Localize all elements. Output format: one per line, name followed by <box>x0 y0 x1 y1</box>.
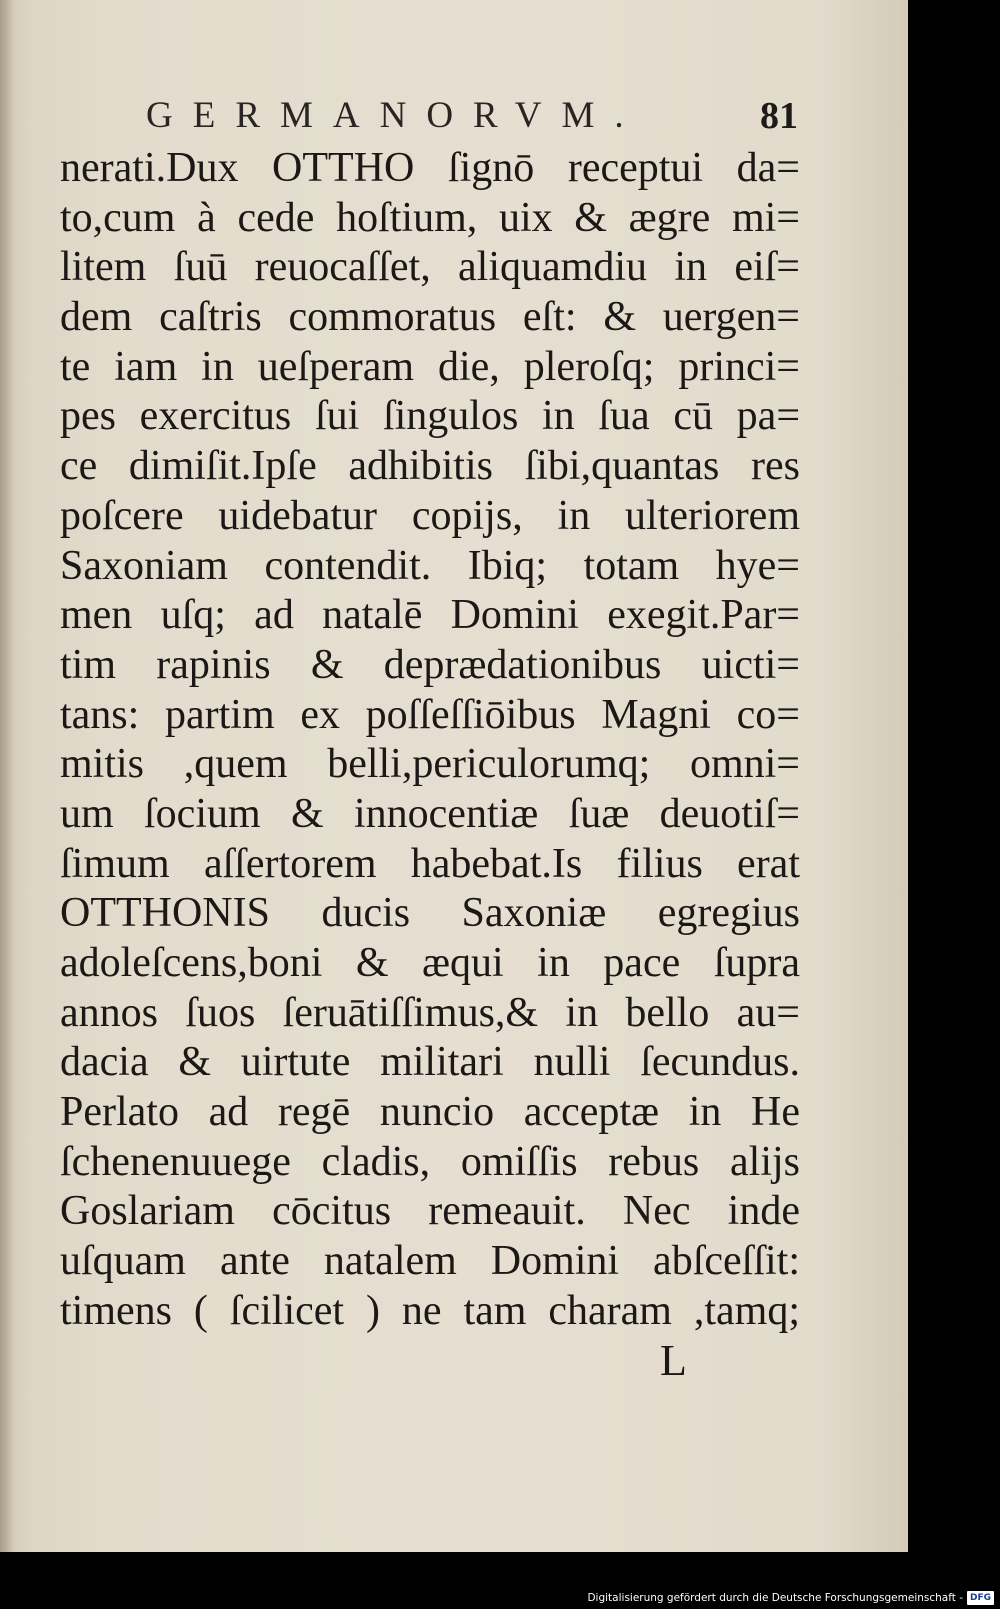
running-head: GERMANORVM. <box>146 95 644 136</box>
text-line: Goslariam cōcitus remeauit. Nec inde <box>60 1188 800 1235</box>
dfg-logo: DFG <box>967 1591 994 1605</box>
text-line: poſcere uidebatur copiјs, in ulteriorem <box>60 492 800 539</box>
text-line: timens ( ſcilicet ) ne tam charam ,tamq; <box>60 1287 800 1334</box>
page-header <box>60 86 798 146</box>
text-line: um ſocium & innocentiæ ſuæ deuotiſ= <box>60 790 800 837</box>
text-line: Saxoniam contendit. Ibiq; totam hye= <box>60 542 800 589</box>
text-line: nerati.Dux OTTHO ſignō receptui da= <box>60 145 800 191</box>
text-line: litem ſuū reuocaſſet, aliquamdiu in eiſ= <box>60 244 800 291</box>
catchword: L <box>660 1336 687 1385</box>
page-gutter-shadow <box>0 0 14 1552</box>
text-line: men uſq; ad natalē Domini exegit.Par= <box>60 592 800 639</box>
text-line: OTTHONIS ducis Saxoniæ egregius <box>60 890 800 937</box>
text-line: ſimum aſſertorem habebat.Is filius erat <box>60 840 800 887</box>
text-line: te iam in ueſperam die, pleroſq; princi= <box>60 343 800 390</box>
text-line: adoleſcens,boni & æqui in pace ſupra <box>60 940 800 986</box>
text-line: Perlato ad regē nuncio acceptæ in He <box>60 1089 800 1136</box>
digitization-credit <box>587 1589 994 1607</box>
text-line: ce dimiſit.Ipſe adhibitis ſibi,quantas res <box>60 443 800 490</box>
page-number: 81 <box>760 95 798 137</box>
text-line: tim rapinis & deprædationibus uicti= <box>60 641 800 688</box>
text-line: to,cum à cede hoſtium, uix & ægre mi= <box>60 194 800 241</box>
text-line: mitis ,quem belli,periculorumq; omni= <box>60 741 800 788</box>
text-line: pes exercitus ſui ſingulos in ſua cū pa= <box>60 393 800 440</box>
text-line: uſquam ante natalem Domini abſceſſit: <box>60 1238 800 1285</box>
text-line: annos ſuos ſeruātiſſimus,& in bello au= <box>60 989 800 1036</box>
text-line: dacia & uirtute militari nulli ſecundus. <box>60 1039 800 1086</box>
credit-text: Digitalisierung gefördert durch die Deutsche Forschungsgemeinschaft - <box>587 1592 963 1604</box>
body-text <box>60 144 800 1337</box>
text-line: tans: partim ex poſſeſſiōibus Magni co= <box>60 691 800 738</box>
text-line: dem caſtris commoratus eſt: & uergen= <box>60 294 800 341</box>
text-line: ſchenenuuege cladis, omiſſis rebus aliјs <box>60 1138 800 1185</box>
